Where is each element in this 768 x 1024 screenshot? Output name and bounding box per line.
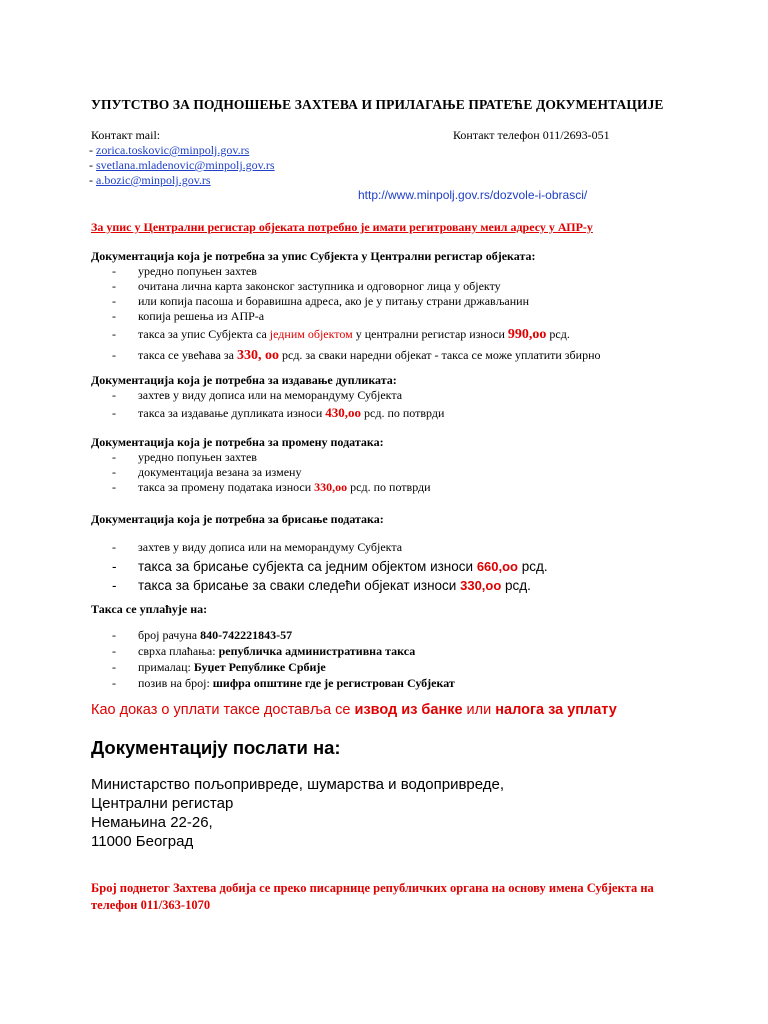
- list-item-text: захтев у виду дописа или на меморандуму Субјекта: [138, 388, 403, 402]
- payment-proof-note: [91, 702, 617, 718]
- document-title: УПУТСТВО ЗА ПОДНОШЕЊЕ ЗАХТЕВА И ПРИЛАГАЊЕ ПРАТЕЋЕ ДОКУМЕНТАЦИЈЕ: [91, 97, 664, 112]
- list-item: [112, 388, 444, 403]
- list-item: [112, 264, 601, 279]
- list-item: [112, 324, 601, 345]
- address-line: Немањина 22-26,: [91, 814, 213, 831]
- list-item-text: уредно попуњен захтев: [138, 264, 257, 278]
- mailing-address: [91, 775, 504, 851]
- proof-text: или: [462, 702, 496, 718]
- list-item-text: копија решења из АПР-а: [138, 309, 265, 323]
- highlight-text: једним објектом: [269, 327, 353, 341]
- proof-text: Као доказ о уплати таксе доставља се: [91, 702, 355, 718]
- send-documents-heading: Документацију послати на:: [91, 737, 341, 758]
- fee-amount: 430,oo: [325, 405, 362, 420]
- address-line: Министарство пољопривреде, шумарства и водопривреде,: [91, 776, 505, 793]
- footer-note: Број поднетог Захтева добија се преко писарнице републичких органа на основу имена Субјекта на телефон 011/363-1070: [91, 881, 654, 912]
- list-item: [112, 538, 548, 557]
- fee-amount: 990,oo: [507, 327, 547, 342]
- payment-label: позив на број:: [138, 676, 213, 690]
- fee-amount: 330, oo: [237, 348, 279, 363]
- fee-amount: 330,oo: [314, 480, 348, 494]
- email-link[interactable]: svetlana.mladenovic@minpolj.gov.rs: [96, 158, 275, 172]
- list-item-text: уредно попуњен захтев: [138, 450, 257, 464]
- list-item: [112, 309, 601, 324]
- list-item-text: такса за брисање субјекта са једним објектом износи: [138, 559, 477, 574]
- duplicate-heading: Документација која је потребна за издавање дупликата:: [91, 373, 397, 387]
- payment-heading: Такса се уплаћује на:: [91, 602, 208, 616]
- address-line: Централни регистар: [91, 795, 234, 812]
- fee-amount: 660,oo: [476, 559, 518, 574]
- account-number: 840-742221843-57: [200, 628, 293, 642]
- list-item-text: документација везана за измену: [138, 465, 302, 479]
- list-item-text: такса се увећава за: [138, 348, 237, 362]
- deletion-list: [112, 538, 548, 595]
- deletion-heading: Документација која је потребна за брисање података:: [91, 512, 384, 526]
- list-item: [112, 450, 431, 465]
- list-item-text: рсд.: [501, 578, 531, 593]
- website-link[interactable]: http://www.minpolj.gov.rs/dozvole-i-obrasci/: [358, 188, 588, 202]
- address-line: 11000 Београд: [91, 833, 194, 850]
- list-item-text: рсд. по потврди: [347, 480, 431, 494]
- payment-reference: шифра општине где је регистрован Субјекат: [212, 676, 455, 690]
- payment-label: сврха плаћања:: [138, 644, 219, 658]
- duplicate-list: [112, 388, 444, 423]
- list-item: [112, 465, 431, 480]
- list-item-text: такса за брисање за сваки следећи објекат износи: [138, 578, 461, 593]
- list-item-text: такса за промену података износи: [138, 480, 315, 494]
- proof-payment-order: налога за уплату: [495, 702, 617, 718]
- list-item-text: или копија пасоша и боравишна адреса, ако је у питању страни држављанин: [138, 294, 530, 308]
- change-list: [112, 450, 431, 495]
- list-item: [112, 557, 548, 576]
- payment-label: број рачуна: [138, 628, 201, 642]
- list-item-text: у централни регистар износи: [352, 327, 508, 341]
- list-item-text: такса за издавање дупликата износи: [138, 406, 326, 420]
- list-item-text: рсд.: [546, 327, 570, 341]
- list-item-text: рсд.: [518, 559, 548, 574]
- registration-heading: Документација која је потребна за упис Субјекта у Централни регистар објеката:: [91, 249, 536, 263]
- registration-notice: За упис у Централни регистар објеката потребно је имати регитровану меил адресу у АПР-у: [91, 220, 593, 234]
- list-item: [112, 643, 455, 659]
- email-link[interactable]: zorica.toskovic@minpolj.gov.rs: [96, 143, 250, 157]
- list-item-text: рсд. по потврди: [361, 406, 445, 420]
- email-link[interactable]: a.bozic@minpolj.gov.rs: [96, 173, 211, 187]
- payment-label: прималац:: [138, 660, 194, 674]
- list-item: [112, 279, 601, 294]
- fee-amount: 330,oo: [460, 578, 502, 593]
- list-item: [112, 403, 444, 423]
- list-item-text: рсд. за сваки наредни објекат - такса се може уплатити збирно: [279, 348, 601, 362]
- list-item: [112, 345, 601, 366]
- list-item: [112, 576, 548, 595]
- list-item-text: захтев у виду дописа или на меморандуму Субјекта: [138, 540, 403, 554]
- payment-recipient: Буџет Републике Србије: [193, 660, 326, 674]
- list-item-text: очитана лична карта законског заступника и одговорног лица у објекту: [138, 279, 501, 293]
- list-item: [112, 675, 455, 691]
- contact-phone: Контакт телефон 011/2693-051: [453, 128, 610, 142]
- payment-list: [112, 627, 455, 691]
- list-item-continuation: [112, 294, 601, 309]
- contact-mail-label: Контакт mail:: [91, 128, 161, 142]
- list-item-text: такса за упис Субјекта са: [138, 327, 270, 341]
- email-list: - zorica.toskovic@minpolj.gov.rs - svetlana.mladenovic@minpolj.gov.rs - a.bozic@minpolj.gov.rs: [89, 143, 275, 187]
- list-item: [112, 627, 455, 643]
- registration-list: [112, 264, 601, 366]
- list-item: [112, 480, 431, 495]
- list-item: [112, 659, 455, 675]
- proof-bank-statement: извод из банке: [354, 702, 463, 718]
- change-heading: Документација која је потребна за промену података:: [91, 435, 384, 449]
- payment-purpose: републичка административна такса: [218, 644, 416, 658]
